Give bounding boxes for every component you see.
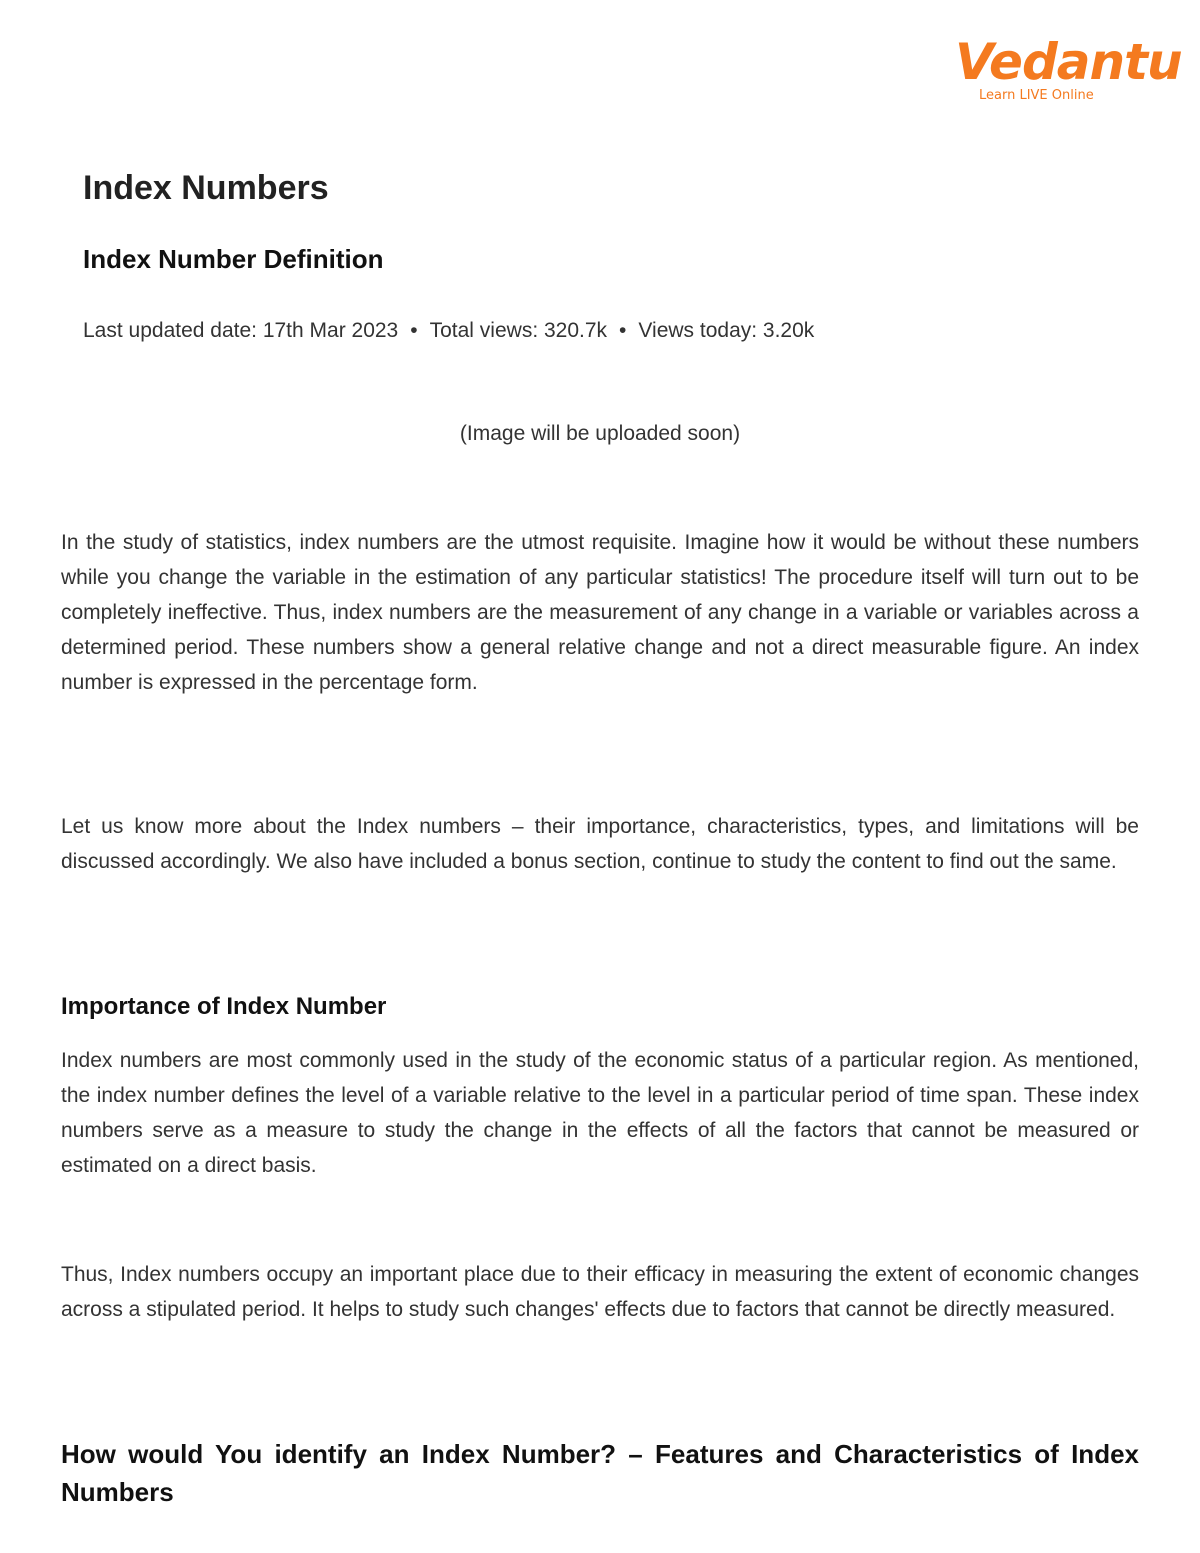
- image-placeholder: (Image will be uploaded soon): [459, 422, 741, 445]
- total-views: Total views: 320.7k: [429, 319, 608, 342]
- features-heading: How would You identify an Index Number? – Features and Characteristics of Index Numbers: [61, 1439, 1139, 1507]
- logo-wordmark: Vedantu: [955, 33, 1182, 91]
- views-today: Views today: 3.20k: [638, 319, 815, 342]
- meta-separator: •: [410, 319, 418, 342]
- article-meta: [83, 318, 814, 344]
- importance-paragraph: Index numbers are most commonly used in the study of the economic status of a particular region. As mentioned, the index number defines the level of a variable relative to the level in a particular period of time span. These index numbers serve as a measure to study the change in the effects of all the factors that cannot be measured or estimated on a direct basis.: [61, 1049, 1139, 1177]
- vedantu-logo[interactable]: [955, 33, 1182, 109]
- overview-paragraph: Let us know more about the Index numbers – their importance, characteristics, types, and limitations will be discussed accordingly. We also have included a bonus section, continue to study the content to find out the same.: [61, 815, 1139, 873]
- last-updated-date: Last updated date: 17th Mar 2023: [83, 319, 399, 342]
- logo-tagline: Learn LIVE Online: [979, 88, 1094, 103]
- importance-heading: Importance of Index Number: [61, 993, 387, 1020]
- intro-paragraph: In the study of statistics, index numbers are the utmost requisite. Imagine how it would be without these numbers while you change the variable in the estimation of any particular statistics! The procedure itself will turn out to be completely ineffective. Thus, index numbers are the measurement of any change in a variable or variables across a determined period. These numbers show a general relative change and not a direct measurable figure. An index number is expressed in the percentage form.: [61, 531, 1139, 694]
- article-subtitle: Index Number Definition: [83, 244, 384, 274]
- importance-summary-paragraph: Thus, Index numbers occupy an important place due to their efficacy in measuring the extent of economic changes across a stipulated period. It helps to study such changes' effects due to factors that cannot be directly measured.: [61, 1263, 1139, 1321]
- meta-separator: •: [619, 319, 627, 342]
- page-title: Index Numbers: [83, 169, 329, 207]
